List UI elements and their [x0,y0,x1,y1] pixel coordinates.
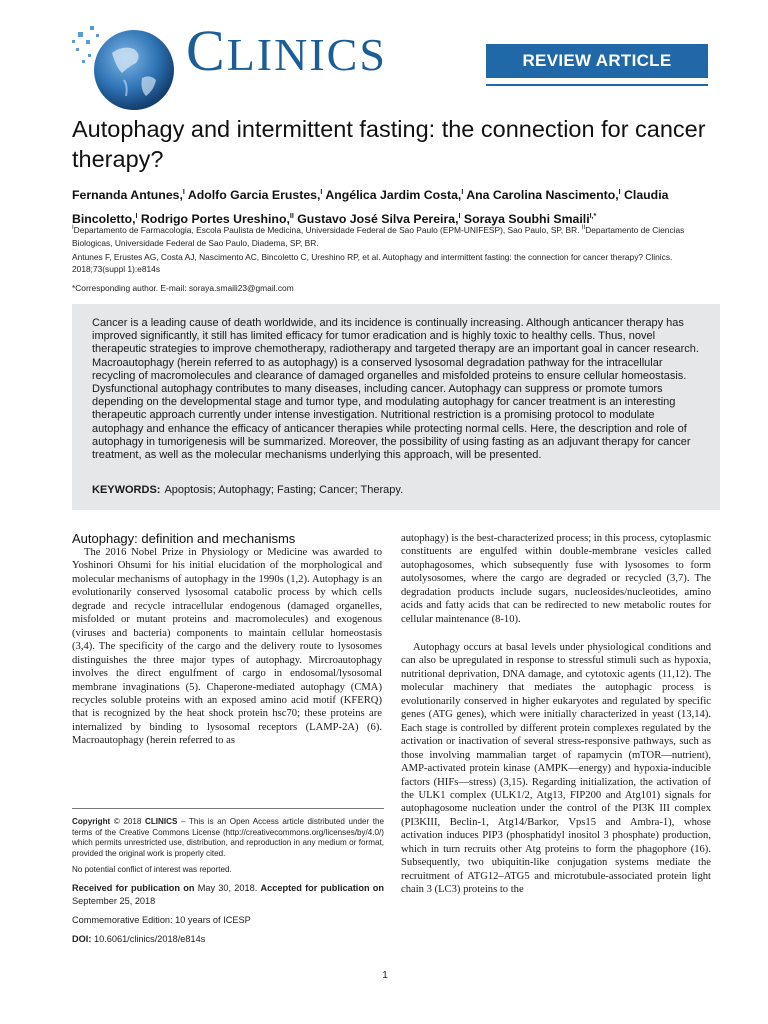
author-affiliation-mark: I [135,213,138,221]
author-name: Soraya Soubhi Smaili [463,212,590,227]
body-column-right-para1: autophagy) is the best-characterized process; in this process, cytoplasmic constituents are engulfed within double-membrane vesicles called autophagosomes, which subsequently fuse with lysosomes to form autolysosomes, where the cargo are degraded or recycled (3,7). The degradation products include sugars, nucleosides/nucleotides, amino acids and fatty acids that can be redirected to new metabolic routes for cellular maintenance (8-10). [401,533,711,625]
keywords-label: KEYWORDS: [92,484,161,496]
journal-name: CLINICS [186,18,387,83]
footnotes [72,817,384,952]
footnote-divider [72,808,384,809]
affiliation-mark: II [581,225,586,231]
page-number: 1 [382,970,388,981]
section-heading: Autophagy: definition and mechanisms [72,531,296,546]
author-affiliation-mark: I [618,189,621,196]
abstract-text: Cancer is a leading cause of death worldwide, and its incidence is continually increasing. Although anticancer therapy has improved significantly, it still has limited efficacy for tumor eradication and is highly toxic to healthy cells. Thus, novel therapeutic strategies to improve chemotherapy, radiotherapy and targeted therapy are an important goal in cancer research. Macroautophagy (herein referred to as autophagy) is a conserved lysosomal degradation pathway for the intracellular recycling of macromolecules and clearance of damaged organelles and misfolded proteins to ensure cellular homeostasis. Dysfunctional autophagy contributes to many diseases, including cancer. Autophagy can suppress or promote tumors depending on the developmental stage and tumor type, and modulating autophagy for cancer treatment is an interesting therapeutic approach currently under intense investigation. Nutritional restriction is a promising protocol to modulate autophagy and enhance the efficacy of anticancer therapies while protecting normal cells. Here, the description and role of autophagy in tumorigenesis will be summarized. Moreover, the possibility of using fasting as an adjuvant therapy for cancer treatment, as well as the molecular mechanisms underlying this approach, will be presented. [92,317,699,462]
publication-dates: Received for publication on May 30, 2018. Accepted for publication on September 25, 2018 [72,882,385,906]
body-column-right-para2: Autophagy occurs at basal levels under physiological conditions and can also be upregulated in response to stressful stimuli such as hypoxia, nutritional deprivation, DNA damage, and cytotoxic agents (11,12). The molecular machinery that mediates the autophagic process is evolutionarily conserved in higher eukaryotes and regulated by specific genes (ATG genes), which were initially characterized in yeast (13,14). Each stage is controlled by different protein complexes regulated by the activation or inactivation of several stress-responsive pathways, such as those involving mammalian target of rapamycin (mTOR—nutrient), AMP-activated protein kinase (AMPK—energy) and hypoxia-inducible factors (HIFs—stress) (3,15). Regarding initialization, the activation of the ULK1 complex (ULK1/2, Atg13, FIP200 and Atg101) signals for autophagosome nucleation under the control of the PI3K III complex (PI3KIII, Beclin-1, Atg14/Barkor, Vps15 and Ambra-1), whose activation induces PIP3 (phosphatidyl inositol 3 phosphate) production, which in turn recruits other Atg proteins to form the phagophore (16). Subsequently, two ubiquitin-like conjugation systems mediate the recruitment of ATG12–ATG5 and microtubule-associated protein light chain 3 (LC3) proteins to the [401,642,711,896]
author-name: Rodrigo Portes Ureshino, [140,212,290,227]
affiliations [72,222,722,250]
globe-logo-icon [72,18,190,114]
author-affiliation-mark: I [182,189,185,196]
keywords-text: Apoptosis; Autophagy; Fasting; Cancer; Therapy. [164,484,404,496]
author-affiliation-mark: I [461,189,464,196]
author-name: Gustavo José Silva Pereira, [297,212,459,227]
affiliation-mark: I [72,225,74,231]
citation: Antunes F, Erustes AG, Costa AJ, Nascimento AC, Bincoletto C, Ureshino RP, et al. Autophagy and intermittent fasting: the connection for cancer therapy? Clinics. 2018;73(suppl 1):e814s [72,252,673,274]
author-name: Claudia Bincoletto, [72,188,669,227]
author-name: Angélica Jardim Costa, [325,188,462,203]
author-affiliation-mark: I [320,189,323,196]
edition-note: Commemorative Edition: 10 years of ICESP [72,914,251,925]
author-affiliation-mark: I,* [589,213,597,221]
affiliation-text: Departamento de Farmacologia, Escola Paulista de Medicina, Universidade Federal de Sao Paulo (EPM-UNIFESP), Sao Paulo, SP, BR. [73,224,582,235]
keywords [92,484,706,496]
header-rule [486,84,708,86]
author-name: Fernanda Antunes, [72,188,183,203]
copyright-note: Copyright © 2018 CLINICS – This is an Open Access article distributed under the terms of the Creative Commons License (http://creativecommons.org/licenses/by/4.0/) which permits unrestricted use, distribution, and reproduction in any medium or format, provided the original work is properly cited. [72,817,385,858]
article-type-badge: REVIEW ARTICLE [486,44,708,78]
article-title: Autophagy and intermittent fasting: the connection for cancer therapy? [72,116,706,172]
affiliation-text: Departamento de Ciencias Biologicas, Universidade Federal de Sao Paulo, Diadema, SP, BR. [72,224,685,248]
conflict-note: No potential conflict of interest was reported. [72,865,232,875]
corresponding-author: *Corresponding author. E-mail: soraya.smaili23@gmail.com [72,283,294,293]
author-name: Ana Carolina Nascimento, [466,188,619,203]
doi: DOI: 10.6061/clinics/2018/e814s [72,933,206,944]
author-affiliation-mark: I [458,213,461,221]
author-affiliation-mark: II [289,213,294,221]
author-name: Adolfo Garcia Erustes, [187,188,321,203]
body-column-left: The 2016 Nobel Prize in Physiology or Medicine was awarded to Yoshinori Ohsumi for his initial elucidation of the morphological and molecular mechanisms of autophagy in the 1990s (1,2). Autophagy is an evolutionarily conserved lysosomal catabolic process by which cells degrade and recycle intracellular endogenous (damaged organelles, misfolded or mutant proteins and macromolecules) and exogenous (viruses and bacteria) components to maintain cellular homeostasis (3,4). The specificity of the cargo and the delivery route to lysosomes distinguishes the three major types of autophagy. Mircroautophagy involves the direct engulfment of cargo in endosomal/lysosomal membrane invaginations (5). Chaperone-mediated autophagy (CMA) recycles soluble proteins with an exposed amino acid motif (KFERQ) that is recognized by the heat shock protein hsc70; these proteins are internalized by binding to lysosomal receptors (LAMP-2A) (6). Macroautophagy (herein referred to as [72,547,382,747]
